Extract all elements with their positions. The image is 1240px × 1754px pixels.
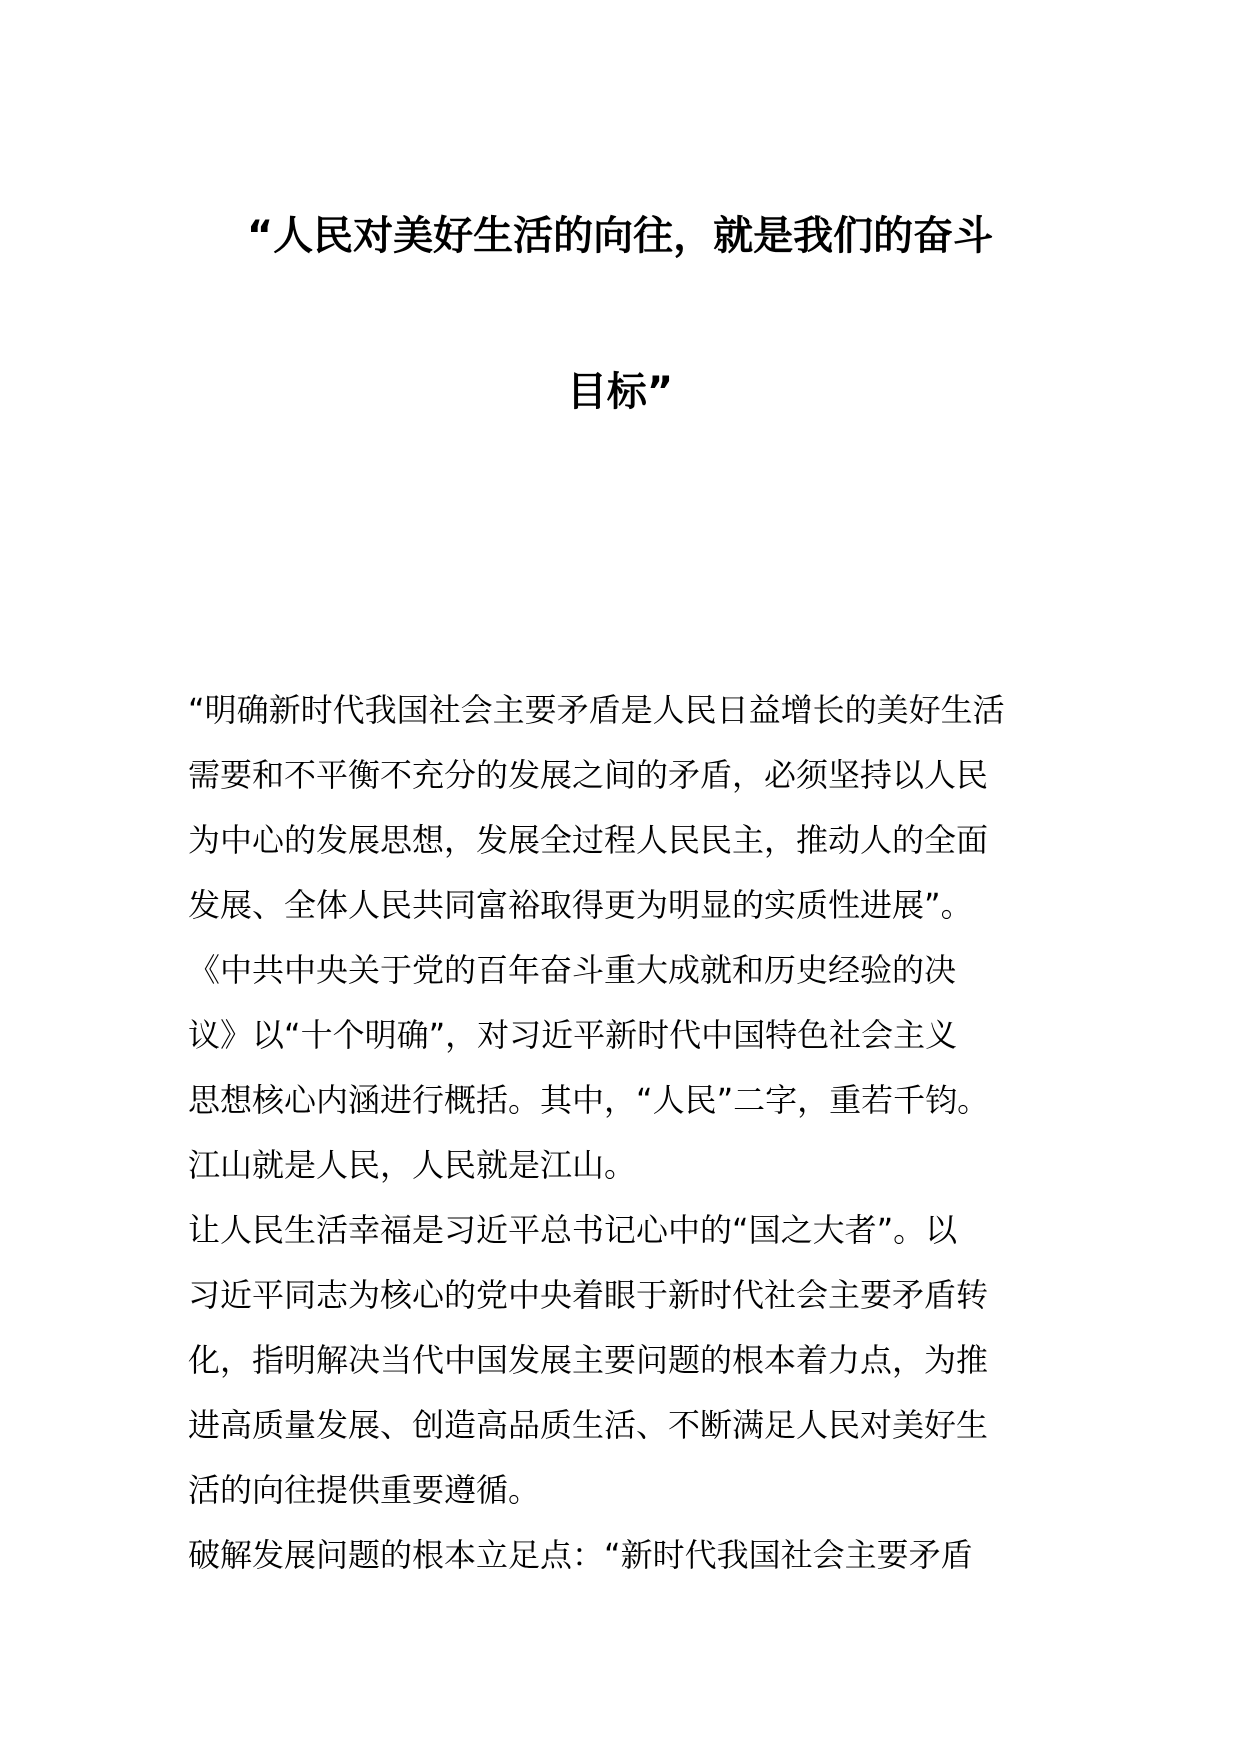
body-line: 《中共中央关于党的百年奋斗重大成就和历史经验的决 [188,951,957,989]
body-line: 思想核心内涵进行概括。其中，“人民”二字，重若千钧。 [188,1081,990,1119]
body-line: 进高质量发展、创造高品质生活、不断满足人民对美好生 [188,1406,989,1444]
body-line: 为中心的发展思想，发展全过程人民民主，推动人的全面 [188,821,989,859]
document-title-line-1: “人民对美好生活的向往，就是我们的奋斗 [246,213,994,259]
body-line: “明确新时代我国社会主要矛盾是人民日益增长的美好生活 [188,691,1005,729]
body-line: 化，指明解决当代中国发展主要问题的根本着力点，为推 [188,1341,989,1379]
document-title-line-2: 目标” [566,369,674,415]
document-body [188,678,1068,1588]
body-line: 破解发展问题的根本立足点：“新时代我国社会主要矛盾 [188,1536,973,1574]
body-line: 发展、全体人民共同富裕取得更为明显的实质性进展”。 [188,886,973,924]
body-line: 活的向往提供重要遵循。 [188,1471,541,1509]
body-line: 习近平同志为核心的党中央着眼于新时代社会主要矛盾转 [188,1276,989,1314]
body-line: 议》以“十个明确”，对习近平新时代中国特色社会主义 [188,1016,958,1054]
body-line: 江山就是人民，人民就是江山。 [188,1146,637,1184]
body-line: 需要和不平衡不充分的发展之间的矛盾，必须坚持以人民 [188,756,989,794]
body-line: 让人民生活幸福是习近平总书记心中的“国之大者”。以 [188,1211,958,1249]
